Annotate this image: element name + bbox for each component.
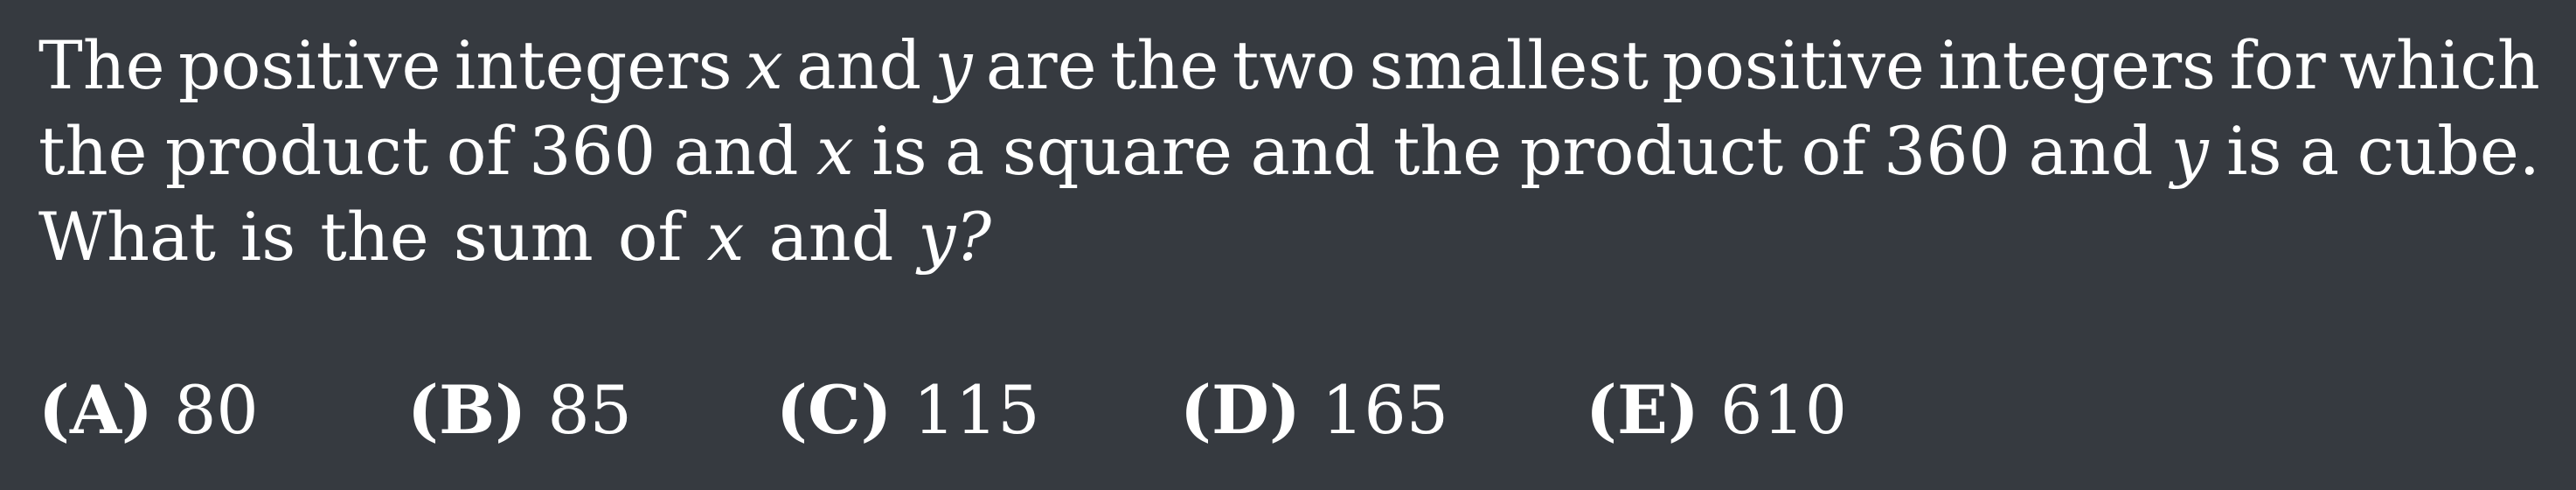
word: smallest [1369,26,1649,104]
choice-letter: (D) [1180,371,1301,449]
word: is [2226,112,2282,190]
variable-y: y [934,26,973,104]
word: a [2299,112,2340,190]
variable-y-question: y? [918,198,992,276]
variable-y: y [2170,112,2209,190]
word: and [1250,112,1376,190]
word: the [38,112,148,190]
word: of [617,198,683,276]
word: positive [1662,26,1925,104]
choice-letter: (B) [407,371,527,449]
choice-e[interactable] [1586,368,1847,453]
word: is [240,198,296,276]
choice-d[interactable] [1180,368,1448,453]
choice-value: 80 [174,371,259,449]
word: the [320,198,429,276]
word: integers [1938,26,2217,104]
variable-x: x [746,26,783,104]
word: two [1232,26,1357,104]
choice-value: 610 [1720,371,1848,449]
choice-letter: (C) [776,371,892,449]
word: of [1801,112,1866,190]
word: is [871,112,927,190]
word: cube. [2357,112,2540,190]
word: are [985,26,1097,104]
problem-line-3 [38,194,2540,280]
word: which [2339,26,2540,104]
choice-letter: (E) [1586,371,1699,449]
word: positive [178,26,441,104]
problem-line-1 [38,23,2540,108]
word: sum [453,198,594,276]
choice-b[interactable] [407,368,632,453]
word: for [2229,26,2326,104]
word: The [38,26,165,104]
word: of [446,112,511,190]
problem-statement [38,23,2540,280]
word: a [945,112,985,190]
variable-x: x [706,198,745,276]
choice-a[interactable] [38,368,259,453]
word: and [673,112,799,190]
word: square [1002,112,1233,190]
word: What [38,198,216,276]
problem-line-2 [38,108,2540,194]
word: and [796,26,922,104]
word: and [2028,112,2154,190]
choice-value: 115 [913,371,1040,449]
word: product [164,112,429,190]
choice-value: 165 [1322,371,1449,449]
number: 360 [529,112,656,190]
word: the [1109,26,1219,104]
choice-letter: (A) [38,371,153,449]
word: the [1392,112,1503,190]
number: 360 [1883,112,2010,190]
word: integers [454,26,733,104]
variable-x: x [816,112,854,190]
choice-value: 85 [547,371,633,449]
word: and [768,198,894,276]
word: product [1519,112,1784,190]
choice-c[interactable] [776,368,1040,453]
